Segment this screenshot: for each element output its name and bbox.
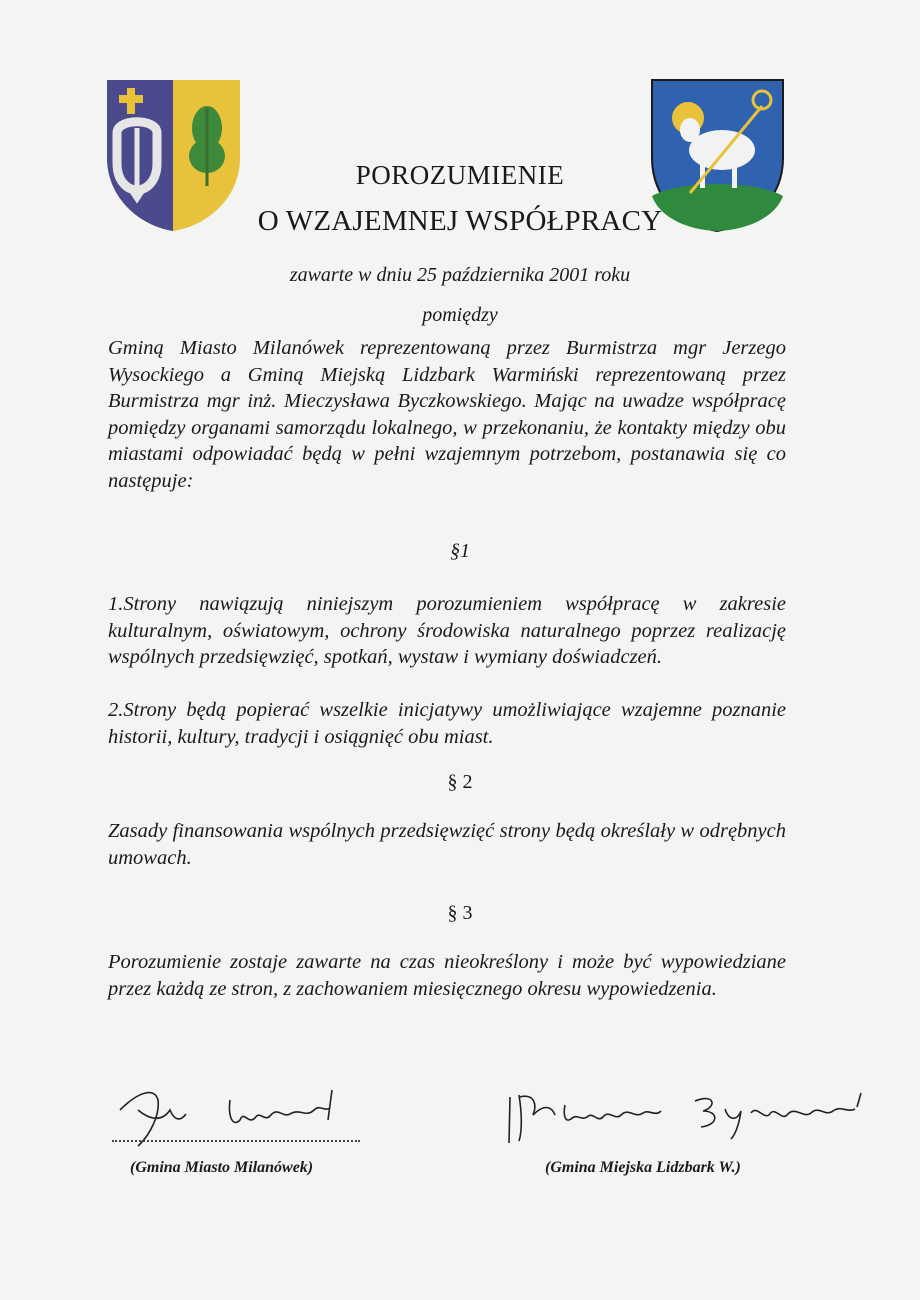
between-line: pomiędzy (422, 304, 498, 326)
signature-line-left (112, 1140, 360, 1142)
date-line: zawarte w dniu 25 października 2001 roku (289, 264, 631, 286)
signature-label-milanowek: (Gmina Miasto Milanówek) (130, 1159, 314, 1176)
section-3-heading: § 3 (447, 902, 473, 924)
section-2-heading: § 2 (447, 771, 473, 793)
section-2-text: Zasady finansowania wspólnych przedsięwzięć strony będą określały w odrębnych umowach. (108, 820, 786, 869)
signature-right (505, 1075, 875, 1145)
section-1-point-2: 2.Strony będą popierać wszelkie inicjatywy umożliwiające wzajemne poznanie historii, kultury, tradycji i osiągnięć obu miast. (108, 699, 786, 748)
section-1-point-1: 1.Strony nawiązują niniejszym porozumieniem współpracę w zakresie kulturalnym, oświatowym, ochrony środowiska naturalnego poprzez realizację wspólnych przedsięwzięć, spotkań, wystaw i wymiany doświadczeń. (108, 593, 786, 668)
document-title: POROZUMIENIE (355, 160, 565, 190)
signature-label-lidzbark: (Gmina Miejska Lidzbark W.) (545, 1159, 741, 1176)
section-3-text: Porozumienie zostaje zawarte na czas nieokreślony i może być wypowiedziane przez każdą ze stron, z zachowaniem miesięcznego okresu wypowiedzenia. (108, 951, 786, 1000)
section-1-heading: §1 (450, 540, 470, 562)
intro-paragraph: Gminą Miasto Milanówek reprezentowaną przez Burmistrza mgr Jerzego Wysockiego a Gminą Miejską Lidzbark Warmiński reprezentowaną przez Burmistrza mgr inż. Mieczysława Byczkowskiego. Mając na uwadze współpracę pomiędzy organami samorządu lokalnego, w przekonaniu, że kontakty między obu miastami odpowiadać będą w pełni wzajemnym potrzebom, postanawia się co następuje: (108, 337, 786, 492)
document-subtitle: O WZAJEMNEJ WSPÓŁPRACY (257, 205, 663, 237)
